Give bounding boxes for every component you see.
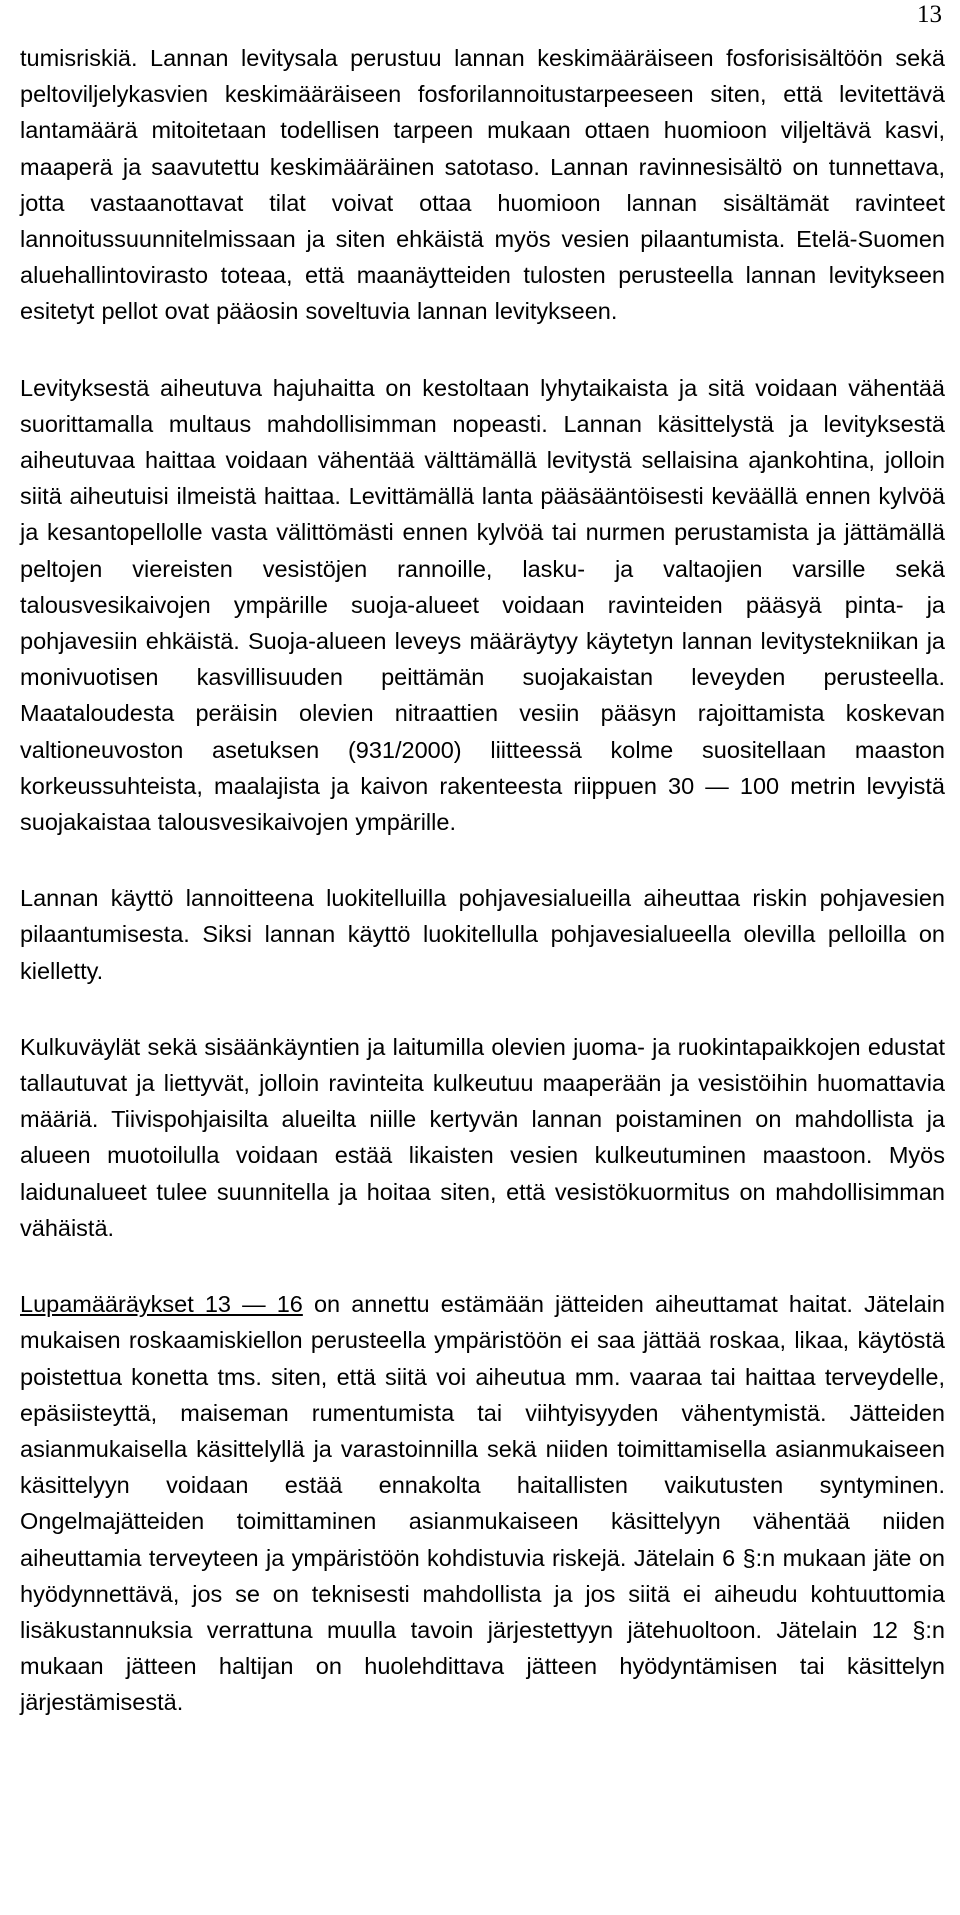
paragraph-waste-text: on annettu estämään jätteiden aiheuttamat haitat. Jätelain mukaisen roskaamiskiellon perusteella ympäristöön ei saa jättää roskaa, likaa, käytöstä poistettua konetta tms. siten, että siitä voi aiheutua mm. vaaraa tai haittaa terveydelle, epäsiisteyttä, maiseman rumentumista tai viihtyisyyden vähentymistä. Jätteiden asianmukaisella käsittelyllä ja varastoinnilla sekä niiden toimittamisella asianmukaiseen käsittelyyn voidaan estää ennakolta haitallisten vaikutusten syntyminen. Ongelmajätteiden toimittaminen asianmukaiseen käsittelyyn vähentää niiden aiheuttamia terveyteen ja ympäristöön kohdistuvia riskejä. Jätelain 6 §:n mukaan jäte on hyödynnettävä, jos se on teknisesti mahdollista ja jos siitä ei aiheudu kohtuuttomia lisäkustannuksia verrattuna muulla tavoin järjestettyyn jätehuoltoon. Jätelain 12 §:n mukaan jätteen haltijan on huolehdittava jätteen hyödyntämisen tai käsittelyn järjestämisestä. (20, 1291, 945, 1716)
page-number: 13 (917, 1, 942, 28)
regulations-reference: Lupamääräykset 13 — 16 (20, 1291, 303, 1318)
document-body (20, 40, 945, 1721)
paragraph-waste-regulations (20, 1286, 945, 1720)
paragraph-odour-nuisance: Levityksestä aiheutuva hajuhaitta on kestoltaan lyhytaikaista ja sitä voidaan vähentää suorittamalla multaus mahdollisimman nopeasti. Lannan käsittelystä ja levityksestä aiheutuvaa haittaa voidaan vähentää välttämällä levitystä sellaisina ajankohtina, jolloin siitä aiheutuisi ilmeistä haittaa. Levittämällä lanta pääsääntöisesti keväällä ennen kylvöä ja kesantopellolle vasta välittömästi ennen kylvöä tai nurmen perustamista ja jättämällä peltojen viereisten vesistöjen rannoille, lasku- ja valtaojien varsille sekä talousvesikaivojen ympärille suoja-alueet voidaan ravinteiden pääsyä pinta- ja pohjavesiin ehkäistä. Suoja-alueen leveys määräytyy käytetyn lannan levitystekniikan ja monivuotisen kasvillisuuden peittämän suojakaistan leveyden perusteella. Maataloudesta peräisin olevien nitraattien vesiin pääsyn rajoittamista koskevan valtioneuvoston asetuksen (931/2000) liitteessä kolme suositellaan maaston korkeussuhteista, maalajista ja kaivon rakenteesta riippuen 30 — 100 metrin levyistä suojakaistaa talousvesikaivojen ympärille. (20, 374, 945, 836)
paragraph-manure-spreading-area: tumisriskiä. Lannan levitysala perustuu lannan keskimääräiseen fosforisisältöön sekä peltoviljelykasvien keskimääräiseen fosforilannoitustarpeeseen siten, että levitettävä lantamäärä mitoitetaan todellisen tarpeen mukaan ottaen huomioon viljeltävä kasvi, maaperä ja saavutettu keskimääräinen satotaso. Lannan ravinnesisältö on tunnettava, jotta vastaanottavat tilat voivat ottaa huomioon lannan sisältämät ravinteet lannoitussuunnitelmissaan ja siten ehkäistä myös vesien pilaantumista. Etelä-Suomen aluehallintovirasto toteaa, että maanäytteiden tulosten perusteella lannan levitykseen esitetyt pellot ovat pääosin soveltuvia lannan levitykseen. (20, 45, 945, 325)
paragraph-groundwater-areas: Lannan käyttö lannoitteena luokitelluilla pohjavesialueilla aiheuttaa riskin pohjavesien pilaantumisesta. Siksi lannan käyttö luokitellulla pohjavesialueella olevilla pelloilla on kielletty. (20, 885, 945, 984)
paragraph-walkways-pastures: Kulkuväylät sekä sisäänkäyntien ja laitumilla olevien juoma- ja ruokintapaikkojen edustat tallautuvat ja liettyvät, jolloin ravinteita kulkeutuu maaperään ja vesistöihin huomattavia määriä. Tiivispohjaisilta alueilta niille kertyvän lannan poistaminen on mahdollista ja alueen muotoilulla voidaan estää likaisten vesien kulkeutuminen maastoon. Myös laidunalueet tulee suunnitella ja hoitaa siten, että vesistökuormitus on mahdollisimman vähäistä. (20, 1033, 945, 1241)
